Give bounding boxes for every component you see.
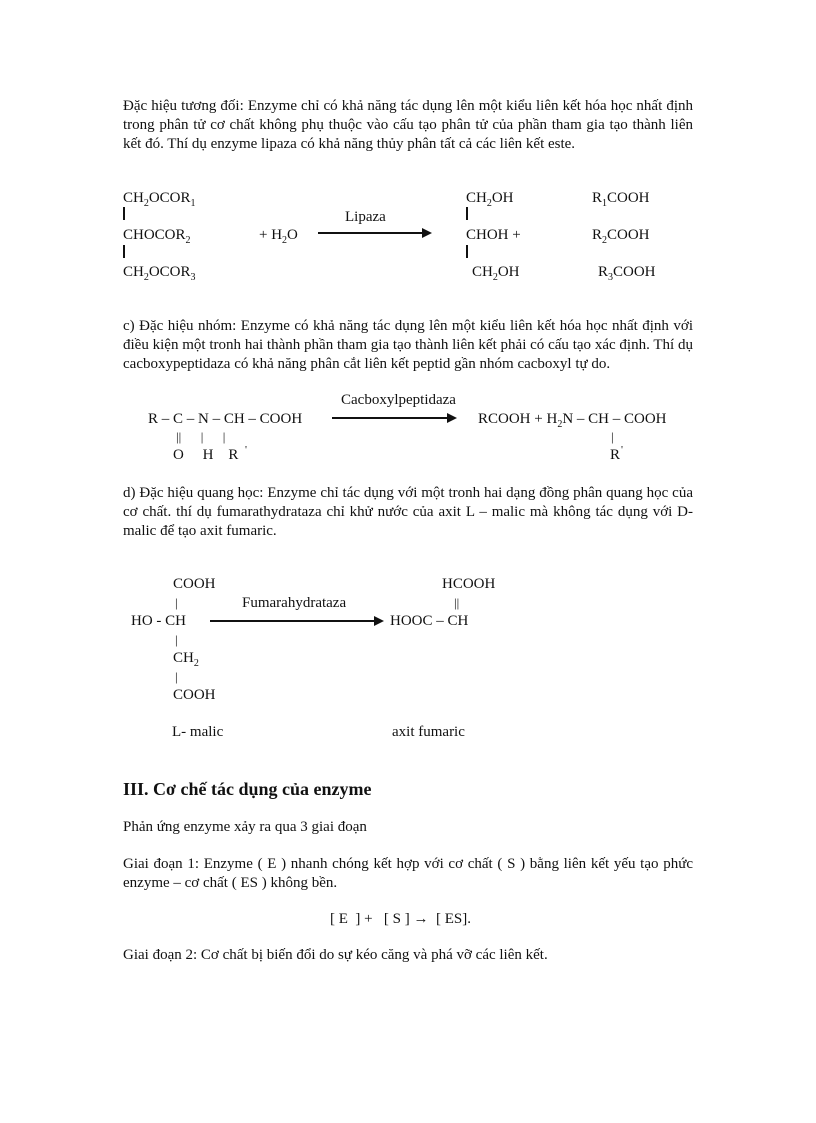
water-reagent: + $H_2O$ [259,227,298,246]
product-line-2: CHOH + [466,227,521,243]
product-line-3: $CH_2OH$ [472,264,520,283]
bond-line [123,207,125,220]
prime-mark: ' [245,444,247,456]
label-l-malic: L- malic [172,724,224,740]
bond-line [466,207,468,220]
malic-ch2: $CH_2$ [173,650,199,669]
paragraph-optical-specificity: d) Đặc hiệu quang học: Enzyme chỉ tác dụng với một tronh hai dạng đồng phân quang học của cơ chất. thí dụ fumarathydrataza chỉ khử nước của axit L – malic mà không tác dụng với D- malic để tạo axit fumaric. [123,485,693,539]
paragraph-stage-2: Giai đoạn 2: Cơ chất bị biến đổi do sự kéo căng và phá vỡ các liên kết. [123,947,548,963]
paragraph-group-specificity: c) Đặc hiệu nhóm: Enzyme có khả năng tác dụng lên một kiểu liên kết hóa học nhất định với điều kiện một tronh hai thành phần tham gia tạo thành liên kết phải có cấu tạo xác định. Thí dụ cacboxypeptidaza có khả năng phân cắt liên kết peptid gần nhóm cacboxyl tự do. [123,318,693,372]
product-substituent: R [610,447,621,463]
fumaric-hcooh: HCOOH [442,576,496,592]
bond-line [123,245,125,258]
paragraph-relative-specificity: Đặc hiệu tương đối: Enzyme chỉ có khả năng tác dụng lên một kiểu liên kết hóa học nhất định trong phân tử cơ chất không phụ thuộc vào cấu tạo phân tử của phần tham gia tạo thành liên kết đó. Thí dụ enzyme lipaza có khả năng thủy phân tất cả các liên kết este. [123,98,693,152]
acid-2: $R_2COOH$ [592,227,650,246]
enzyme-label-lipaza: Lipaza [345,209,386,225]
bond-line [466,245,468,258]
bond-line: | [175,595,178,610]
reaction-arrow [318,228,432,238]
acid-3: $R_3COOH$ [598,264,656,283]
intro-line: Phản ứng enzyme xảy ra qua 3 giai đoạn [123,819,367,835]
reactant-bonds: || | | [176,429,226,444]
double-bond: || [454,595,460,610]
enzyme-label-cacboxylpeptidaza: Cacboxylpeptidaza [341,392,456,408]
acid-1: $R_1COOH$ [592,190,650,209]
malic-cooh-bottom: COOH [173,687,216,703]
reactant-substituents: O H R [173,447,239,463]
bond-line: | [175,669,178,684]
product-line-1: $CH_2OH$ [466,190,514,209]
malic-cooh-top: COOH [173,576,216,592]
reaction-arrow [332,413,457,423]
peptide-products: RCOOH + $H_2N$ – CH – COOH [478,411,667,430]
peptide-reactant: R – C – N – CH – COOH [148,411,303,427]
bond-line: | [175,632,178,647]
enzyme-label-fumarahydrataza: Fumarahydrataza [242,595,347,611]
reactant-line-1: $CH_2OCOR_1$ [123,190,196,209]
reactant-line-3: $CH_2OCOR_3$ [123,264,196,283]
label-axit-fumaric: axit fumaric [392,724,465,740]
prime-mark: ' [621,444,623,456]
paragraph-stage-1: Giai đoạn 1: Enzyme ( E ) nhanh chóng kết hợp với cơ chất ( S ) bằng liên kết yếu tạo phức enzyme – cơ chất ( ES ) không bền. [123,856,693,891]
reaction-arrow [210,616,384,626]
section-heading: III. Cơ chế tác dụng của enzyme [123,779,372,799]
fumaric-hooc-ch: HOOC – CH [390,613,469,629]
product-bond: | [611,429,614,444]
malic-hoch: HO - CH [131,613,186,629]
stage-1-equation: [ E ] + [ S ] → [ ES]. [330,911,471,927]
reactant-line-2: $CHOCOR_2$ [123,227,191,246]
